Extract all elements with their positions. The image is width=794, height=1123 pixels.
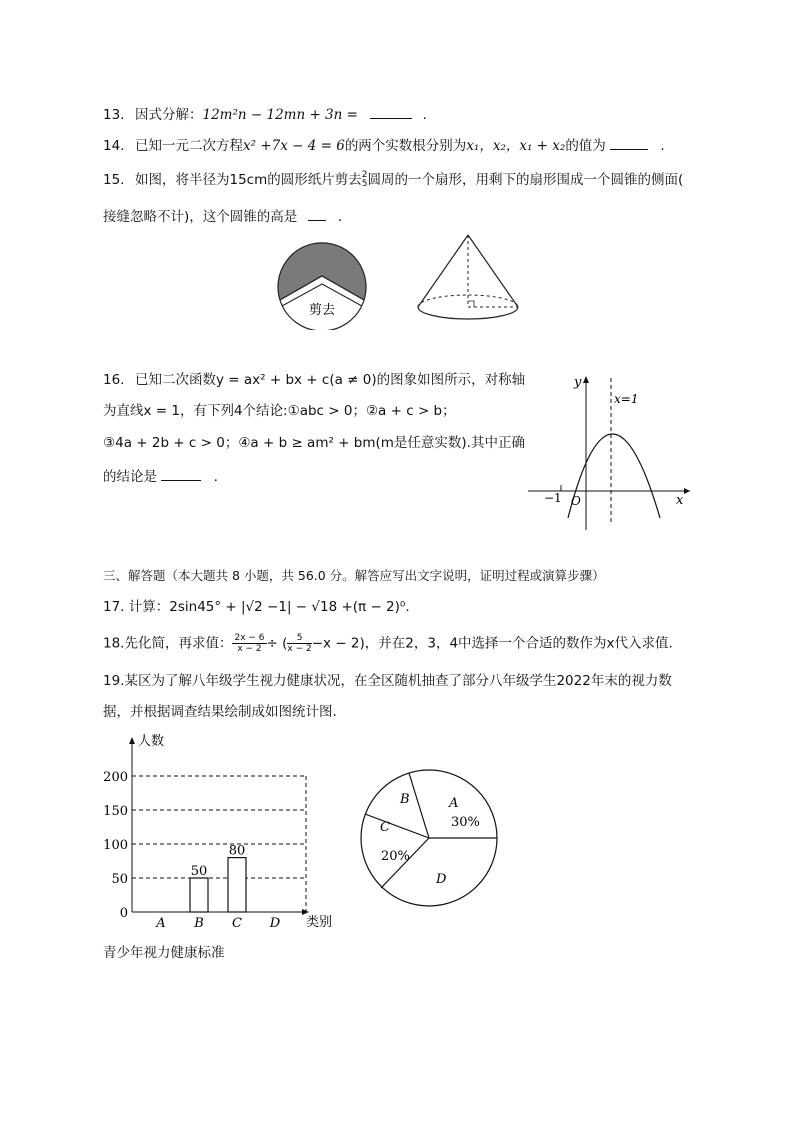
question-14: 14. 已知一元二次方程x² +7x − 4 = 6的两个实数根分别为x₁，x₂，x₁ + x₂的值为 . — [103, 135, 665, 155]
bar-B — [190, 878, 208, 912]
symmetry-label: x=1 — [614, 392, 639, 406]
y-axis-label: y — [574, 375, 582, 390]
question-19-line1: 19.某区为了解八年级学生视力健康状况，在全区随机抽查了部分八年级学生2022年末的视力数 — [103, 673, 672, 689]
pie-label-d: D — [436, 872, 447, 887]
parabola-graph — [524, 372, 694, 532]
question-15-line2: 接缝忽略不计)，这个圆锥的高是 . — [103, 206, 342, 226]
origin-label: O — [571, 494, 581, 508]
neg-one-label: −1 — [544, 491, 562, 505]
y-tick-label: 150 — [103, 804, 128, 819]
question-17: 17. 计算：2sin45° + |√2 −1| − √18 +(π − 2)⁰. — [103, 599, 410, 615]
x-tick-label: D — [269, 916, 281, 931]
q15-figures — [270, 230, 530, 330]
pie-label-b: B — [400, 792, 410, 807]
question-16-line4: 的结论是 . — [103, 466, 218, 486]
question-18: 18.先化简，再求值： $\frac{2x - 6}{x - 2}\div$ ( $\frac{5}{x - 2}-x - 2$)，并在2，3，4中选择一个合适的数作为x代入求值. — [103, 633, 673, 654]
pie-annotation-a: 30% — [451, 815, 480, 830]
question-19-line2: 据，并根据调查结果绘制成如图统计图. — [103, 704, 337, 720]
section-3-heading: 三、解答题（本大题共 8 小题，共 56.0 分。解答应写出文字说明，证明过程或演算步骤） — [103, 568, 605, 583]
y-tick-label: 100 — [103, 838, 128, 853]
question-16-line3: ③4a + 2b + c > 0；④a + b ≥ am² + bm(m是任意实数).其中正确 — [103, 435, 525, 451]
bar-C — [228, 858, 246, 912]
chart-caption: 青少年视力健康标准 — [103, 945, 225, 961]
answer-blank — [370, 104, 412, 119]
question-16-line1: 16. 已知二次函数y = ax² + bx + c(a ≠ 0)的图象如图所示，对称轴 — [103, 372, 526, 388]
x-tick-label: A — [156, 916, 166, 931]
x-tick-label: B — [194, 916, 204, 931]
question-16-line2: 为直线x = 1，有下列4个结论:①abc > 0；②a + c > b； — [103, 403, 456, 419]
x-tick-label: C — [232, 916, 242, 931]
cone-figure — [418, 235, 518, 319]
pie-label-c: C — [380, 820, 390, 835]
answer-blank — [610, 135, 648, 150]
bar-chart — [100, 728, 340, 934]
y-tick-label: 0 — [119, 906, 128, 921]
question-13: 13. 因式分解：12m²n − 12mn + 3n = . — [103, 104, 427, 124]
cut-label: 剪去 — [308, 303, 336, 318]
bar-y-label: 人数 — [138, 734, 165, 749]
pie-annotation-c: 20% — [381, 849, 410, 864]
parabola-curve — [568, 434, 660, 518]
fraction: $\frac{2x - 6}{x - 2}$ — [234, 633, 265, 654]
fraction: 2 5 — [361, 170, 368, 189]
question-15-line1: 15. 如图，将半径为15cm的圆形纸片剪去2 5圆周的一个扇形，用剩下的扇形围成一个圆锥的侧面( — [103, 170, 684, 189]
pie-label-a: A — [449, 796, 459, 811]
bar-data-label: 80 — [228, 843, 246, 859]
x-axis-label: x — [676, 493, 684, 508]
answer-blank — [308, 206, 326, 221]
y-tick-label: 200 — [103, 770, 128, 785]
y-tick-label: 50 — [111, 872, 128, 887]
pie-chart — [350, 760, 510, 930]
fraction: $\frac{5}{x - 2}$ — [287, 633, 312, 654]
answer-blank — [161, 466, 201, 481]
bar-data-label: 50 — [190, 864, 208, 879]
paper-circle-figure — [278, 243, 366, 330]
bar-x-label: 类别 — [306, 915, 333, 930]
